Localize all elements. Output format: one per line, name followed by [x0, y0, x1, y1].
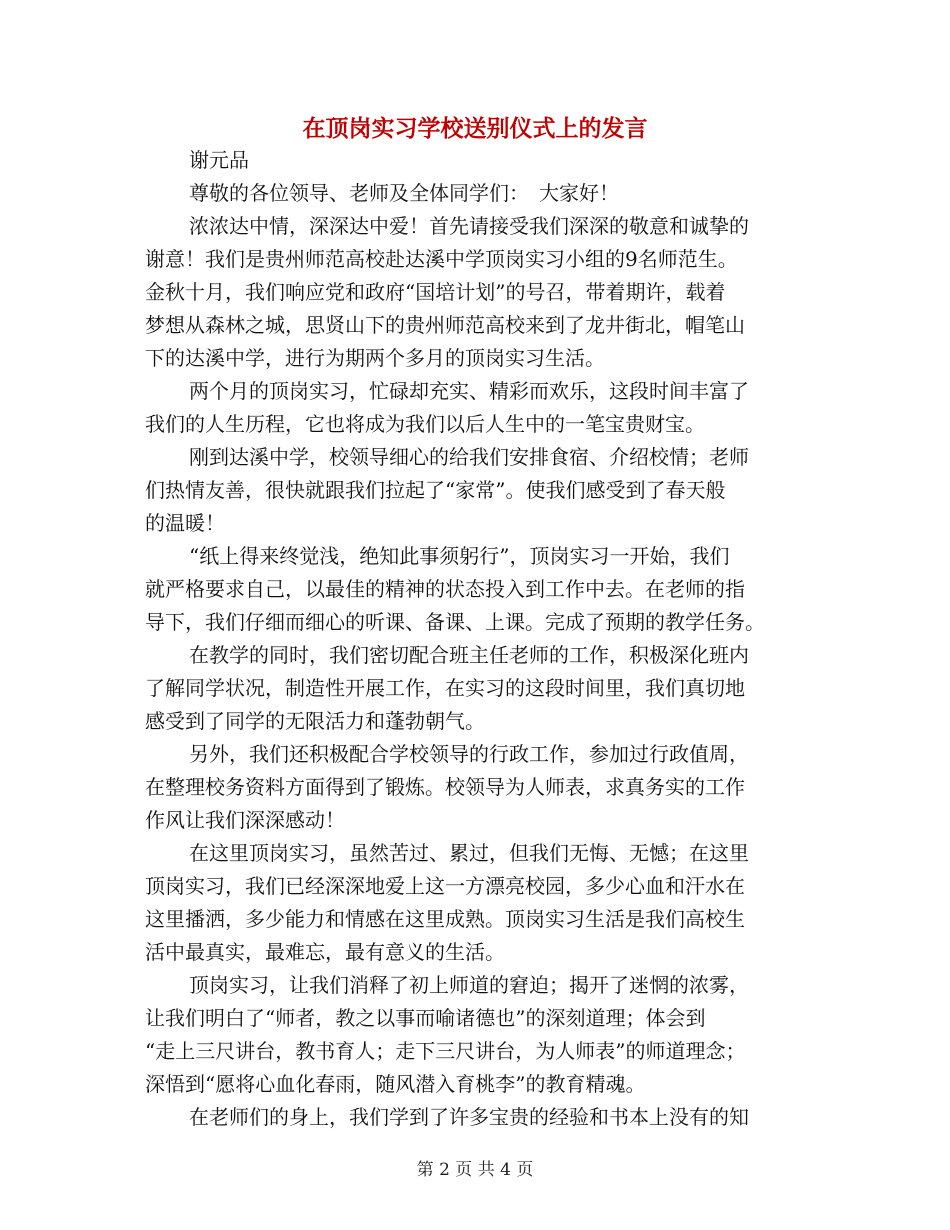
text-line: 们热情友善，很快就跟我们拉起了“家常”。使我们感受到了春天般: [145, 478, 726, 502]
text-line: 这里播洒，多少能力和情感在这里成熟。顶岗实习生活是我们高校生: [145, 907, 745, 931]
text-line: 作风让我们深深感动！: [145, 808, 345, 832]
text-line: 顶岗实习，我们已经深深地爱上这一方漂亮校园，多少心血和汗水在: [145, 874, 745, 898]
text-line: 梦想从森林之城，思贤山下的贵州师范高校来到了龙井街北，帽笔山: [145, 313, 745, 337]
document-title: 在顶岗实习学校送别仪式上的发言: [302, 116, 648, 142]
text-line: 谢意！我们是贵州师范高校赴达溪中学顶岗实习小组的9名师范生。: [145, 247, 738, 271]
text-line: 就严格要求自己，以最佳的精神的状态投入到工作中去。在老师的指: [145, 577, 745, 601]
text-line: 另外，我们还积极配合学校领导的行政工作，参加过行政值周，: [189, 742, 749, 766]
text-line: 下的达溪中学，进行为期两个多月的顶岗实习生活。: [145, 346, 605, 370]
text-line: 在教学的同时，我们密切配合班主任老师的工作，积极深化班内: [189, 643, 749, 667]
text-line: 在老师们的身上，我们学到了许多宝贵的经验和书本上没有的知: [189, 1105, 749, 1129]
text-line: 了解同学状况，制造性开展工作，在实习的这段时间里，我们真切地: [145, 676, 745, 700]
text-line: “走上三尺讲台，教书育人；走下三尺讲台，为人师表”的师道理念；: [145, 1039, 746, 1063]
text-line: 浓浓达中情，深深达中爱！首先请接受我们深深的敬意和诚挚的: [189, 214, 749, 238]
text-line: 活中最真实，最难忘，最有意义的生活。: [145, 940, 505, 964]
author-line: 谢元品: [189, 148, 249, 172]
greeting-line: 尊敬的各位领导、老师及全体同学们： 大家好！: [189, 181, 619, 205]
text-line: 导下，我们仔细而细心的听课、备课、上课。完成了预期的教学任务。: [145, 610, 765, 634]
text-line: “纸上得来终觉浅，绝知此事须躬行”，顶岗实习一开始，我们: [189, 544, 730, 568]
text-line: 两个月的顶岗实习，忙碌却充实、精彩而欢乐，这段时间丰富了: [189, 379, 749, 403]
text-line: 深悟到“愿将心血化春雨，随风潜入育桃李”的教育精魂。: [145, 1072, 646, 1096]
text-line: 让我们明白了“师者，教之以事而喻诸德也”的深刻道理；体会到: [145, 1006, 706, 1030]
text-line: 刚到达溪中学，校领导细心的给我们安排食宿、介绍校情；老师: [189, 445, 749, 469]
text-line: 金秋十月，我们响应党和政府“国培计划”的号召，带着期许，载着: [145, 280, 726, 304]
text-line: 顶岗实习，让我们消释了初上师道的窘迫；揭开了迷惘的浓雾，: [189, 973, 749, 997]
page-number: 第 2 页 共 4 页: [416, 1160, 534, 1180]
text-line: 的温暖！: [145, 511, 225, 535]
text-line: 在这里顶岗实习，虽然苦过、累过，但我们无悔、无憾；在这里: [189, 841, 749, 865]
text-line: 感受到了同学的无限活力和蓬勃朝气。: [145, 709, 485, 733]
text-line: 在整理校务资料方面得到了锻炼。校领导为人师表，求真务实的工作: [145, 775, 745, 799]
text-line: 我们的人生历程，它也将成为我们以后人生中的一笔宝贵财宝。: [145, 412, 705, 436]
